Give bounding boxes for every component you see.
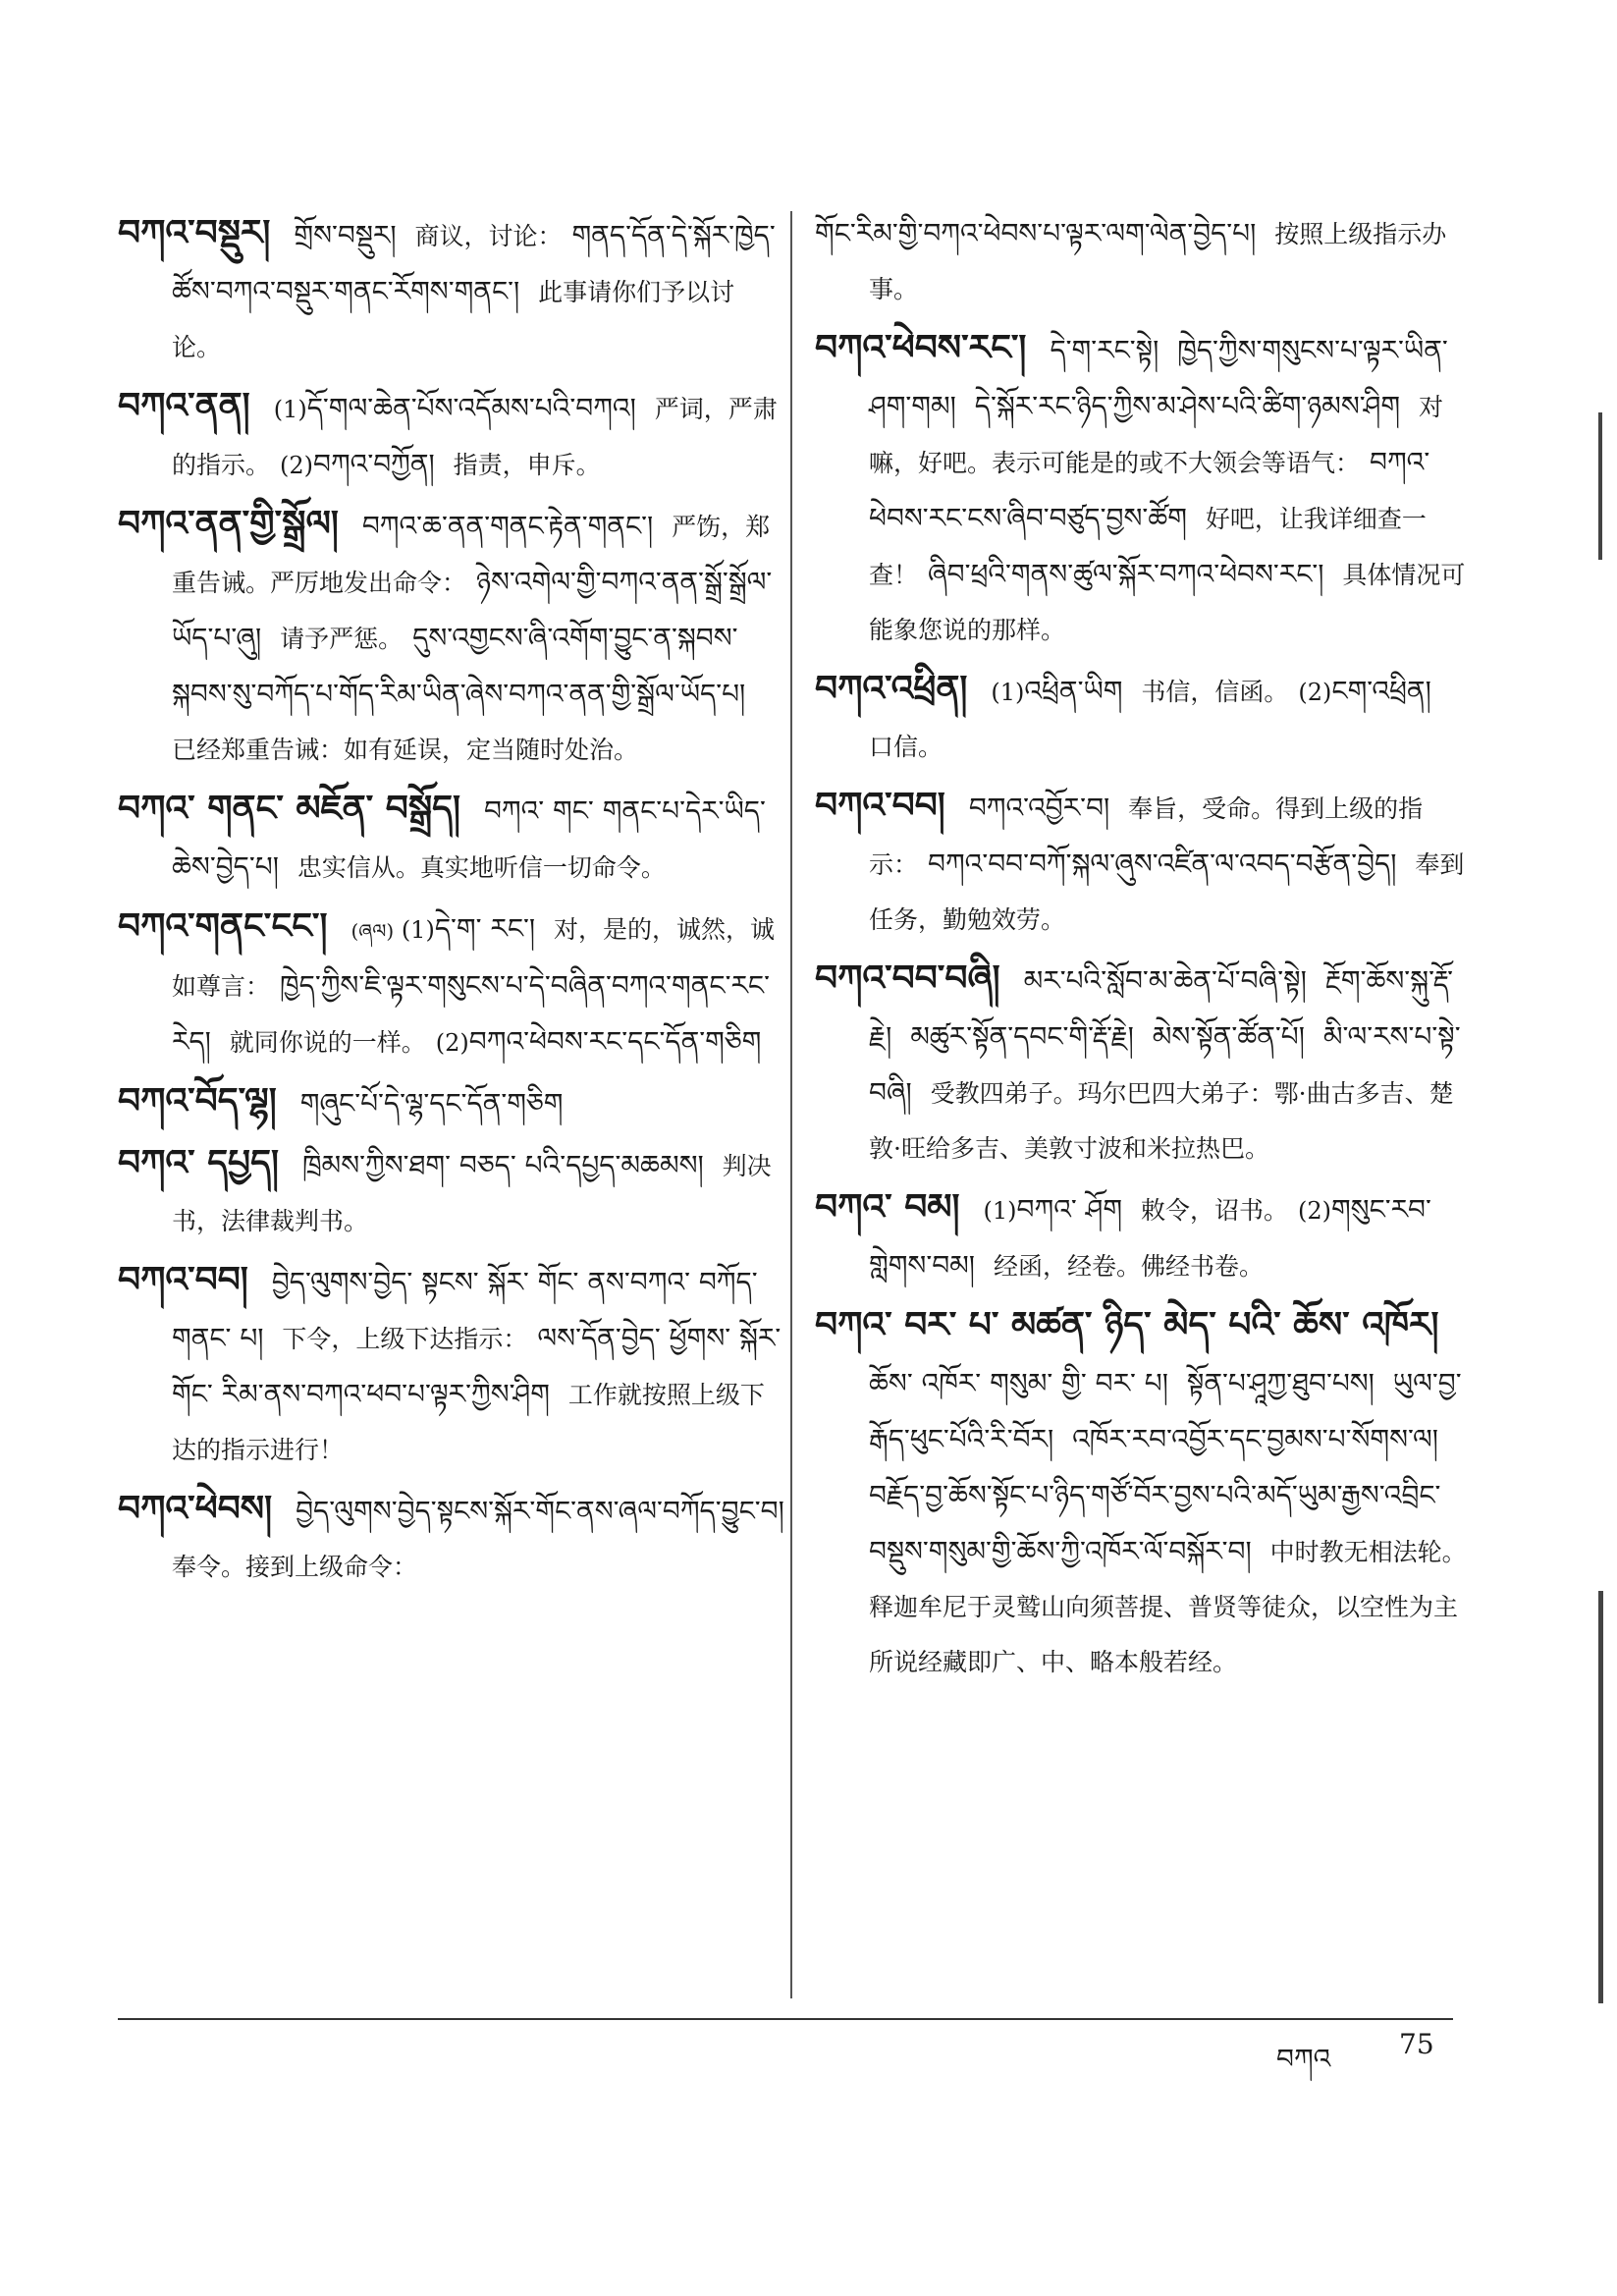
tibetan-text: མར་པའི་སློབ་མ་ཆེན་པོ་བཞི་སྟེ། bbox=[1023, 964, 1316, 997]
chinese-definition: 口信。 bbox=[869, 733, 943, 761]
tibetan-text: མཚུར་སྟོན་དབང་གི་རྡོ་རྗེ། bbox=[910, 1020, 1143, 1053]
sense-number: (1) bbox=[991, 679, 1025, 706]
footer-rule bbox=[118, 2018, 1453, 2020]
chinese-definition: 请予严惩。 bbox=[280, 625, 404, 653]
scan-edge-mark bbox=[1598, 412, 1602, 560]
tibetan-text: གོང་རིམ་གྱི་བཀའ་ཕེབས་པ་ལྟར་ལག་ལེན་བྱེད་པ། bbox=[815, 217, 1266, 249]
tibetan-text: བཀའ་འབྱོར་བ། bbox=[968, 792, 1119, 824]
entry-headword: བཀའ་ནན་གྱི་སྒྲོལ། bbox=[118, 503, 339, 544]
dictionary-entry bbox=[815, 1298, 1473, 1690]
register-label: (ཞལ) bbox=[350, 919, 395, 943]
tibetan-text: ཡུལ་བྱ་རྒོད་ཕུང་པོའི་རི་བོར། bbox=[869, 1367, 1462, 1455]
column-divider bbox=[790, 211, 792, 1998]
sense-number: (1) bbox=[394, 916, 435, 944]
chinese-definition: 已经郑重告诫：如有延误，定当随时处治。 bbox=[172, 736, 639, 764]
entry-headword: བཀའ་ བམ། bbox=[815, 1186, 960, 1228]
entry-headword: བཀའ་གནང་ངང་། bbox=[118, 905, 328, 947]
sense-number: (2) bbox=[435, 1029, 469, 1057]
tibetan-text: བརྗོད་བྱ་ཆོས་སྟོང་པ་ཉིད་གཙོ་བོར་བྱས་པའི་མདོ་ཡུམ་རྒྱས་འབྲིང་བསྡུས་གསུམ་གྱི་ཆོས་ཀྱི་འཁོར་ལོ་བསྐོར་བ། bbox=[869, 1479, 1441, 1567]
dictionary-entry bbox=[815, 1180, 1473, 1294]
chinese-definition: 忠实信从。真实地听信一切命令。 bbox=[296, 853, 666, 882]
tibetan-text: དེ་སྐོར་རང་ཉིད་ཀྱིས་མ་ཤེས་པའི་ཚིག་ཉམས་ཤིག bbox=[974, 390, 1409, 422]
entry-headword: བཀའ་བབ་བཞི། bbox=[815, 957, 1000, 999]
running-footer-word: བཀའ bbox=[1276, 2043, 1331, 2075]
chinese-definition: 中时教无相法轮。释迦牟尼于灵鹫山向须菩提、普贤等徒众，以空性为主所说经藏即广、中、略本般若经。 bbox=[869, 1538, 1467, 1676]
scan-edge-mark bbox=[1598, 1591, 1603, 2003]
tibetan-text: བཀའ་ ཤོག bbox=[1016, 1193, 1131, 1226]
tibetan-text: བཀའ་བཀྱོན། bbox=[313, 448, 444, 480]
entry-headword: བཀའ་ དཔྱད། bbox=[118, 1142, 279, 1183]
tibetan-text: རྔོག་ཆོས་སྐུ་རྡོ་རྗེ། bbox=[869, 964, 1453, 1053]
tibetan-text: གསུང་རབ་གླེགས་བམ། bbox=[869, 1193, 1431, 1282]
tibetan-text: གྲོས་བསྡུར། bbox=[294, 219, 405, 251]
dictionary-entry bbox=[118, 900, 785, 1070]
dictionary-entry bbox=[815, 952, 1473, 1176]
tibetan-text: དེ་ག་རང་སྟེ། bbox=[1050, 334, 1168, 366]
dictionary-entry bbox=[118, 782, 785, 896]
tibetan-text: སྟོན་པ་ཤཱཀྱ་ཐུབ་པས། bbox=[1186, 1367, 1383, 1399]
chinese-definition: 商议，讨论： bbox=[414, 222, 563, 250]
dictionary-entry bbox=[815, 321, 1473, 658]
entry-headword: བཀའ་བསྡུར། bbox=[118, 212, 271, 253]
tibetan-text: བཀའ་བབ་བཀོ་སྐལ་ཞུས་འཛིན་ལ་འབད་བརྩོན་བྱེད། bbox=[928, 847, 1406, 880]
tibetan-text: ཉེས་འགེལ་གྱི་བཀའ་ནན་སྒྲོ་སྒྲོལ་ཡོད་པ་ཞུ། bbox=[172, 566, 773, 654]
dictionary-entry bbox=[118, 1253, 785, 1478]
chinese-definition: 奉到任务，勤勉效劳。 bbox=[869, 850, 1465, 934]
tibetan-text: འཕྲིན་ཡིག bbox=[1024, 675, 1132, 707]
dictionary-entry bbox=[118, 497, 785, 778]
tibetan-text: ཁྱེད་ཀྱིས་གསུངས་པ་ལྟར་ཡིན་ཤག་གམ། bbox=[869, 334, 1448, 422]
entry-headword: བཀའ་བོད་ལྷ། bbox=[118, 1080, 277, 1121]
chinese-definition: 对，是的，诚然，诚如尊言： bbox=[172, 915, 776, 1001]
sense-number: (2) bbox=[1297, 1197, 1331, 1225]
dictionary-entry bbox=[815, 779, 1473, 948]
chinese-definition: 具体情况可能象您说的那样。 bbox=[869, 561, 1466, 644]
dictionary-entry bbox=[118, 1136, 785, 1249]
sense-number: (1) bbox=[983, 1197, 1017, 1225]
tibetan-text: བཀའ་ཆ་ནན་གནང་རྟེན་གནང་། bbox=[361, 510, 663, 542]
chinese-definition: 就同你说的一样。 bbox=[229, 1028, 426, 1057]
tibetan-text: བཀའ་ཕེབས་རང་ངས་ཞིབ་བཙུད་བྱས་ཚོག bbox=[869, 446, 1430, 534]
chinese-definition: 指责，申斥。 bbox=[453, 451, 601, 479]
dictionary-entry bbox=[815, 662, 1473, 775]
tibetan-text: མེས་སྟོན་ཚོན་པོ། bbox=[1152, 1020, 1314, 1053]
dictionary-entry bbox=[118, 206, 785, 375]
page-number: 75 bbox=[1399, 2028, 1434, 2060]
sense-number: (2) bbox=[1298, 679, 1332, 706]
tibetan-text: བཀའ་ཕེབས་རང་དང་དོན་གཅིག bbox=[468, 1025, 762, 1058]
tibetan-text: དོ་གལ་ཆེན་པོས་འདོམས་པའི་བཀའ། bbox=[306, 392, 645, 424]
tibetan-text: ངག་འཕྲིན། bbox=[1331, 675, 1431, 707]
tibetan-text: མི་ལ་རས་པ་སྟེ་བཞི། bbox=[869, 1020, 1461, 1109]
entry-headword: བཀའ་ཕེབས་རང་། bbox=[815, 327, 1027, 368]
chinese-definition: 对嘛，好吧。表示可能是的或不大领会等语气： bbox=[869, 393, 1443, 477]
sense-number: (2) bbox=[280, 452, 314, 479]
dictionary-entry bbox=[118, 379, 785, 493]
tibetan-text: དུས་འགྱངས་ཞི་འགོག་བྱུང་ན་སྐབས་སྐབས་སུ་བཀོད་པ་གོད་རིམ་ཡིན་ཞེས་བཀའ་ནན་གྱི་སྒྲོལ་ཡོད་པ། bbox=[172, 622, 746, 710]
chinese-definition: 严词，严肃的指示。 bbox=[172, 395, 778, 479]
tibetan-text: ལས་དོན་བྱེད་ ཕྱོགས་ སྐོར་ གོང་ རིམ་ནས་བཀའ་ཕབ་པ་ལྟར་ཀྱིས་ཤིག bbox=[172, 1322, 782, 1410]
tibetan-text: ཞིབ་ཕྲའི་གནས་ཚུལ་སྐོར་བཀའ་ཕེབས་རང་། bbox=[928, 558, 1333, 590]
entry-headword: བཀའ་ བར་ པ་ མཚན་ ཉིད་ མེད་ པའི་ ཆོས་ འཁོར། bbox=[815, 1304, 1439, 1345]
entry-headword: བཀའ་ གནང་ མཇོན་ བསྒྲོད། bbox=[118, 788, 460, 829]
chinese-definition: 受教四弟子。玛尔巴四大弟子：鄂·曲古多吉、楚敦·旺给多吉、美敦寸波和米拉热巴。 bbox=[869, 1079, 1454, 1163]
chinese-definition: 按照上级指示办事。 bbox=[869, 220, 1447, 303]
right-column bbox=[815, 206, 1473, 1694]
entry-headword: བཀའ་བབ། bbox=[815, 785, 945, 826]
tibetan-text: འཁོར་རབ་འབྱོར་དང་བྱམས་པ་སོགས་ལ། bbox=[1072, 1423, 1438, 1455]
entry-headword: བཀའ་བབ། bbox=[118, 1259, 248, 1300]
chinese-definition: 判决书，法律裁判书。 bbox=[172, 1152, 772, 1235]
chinese-definition: 工作就按照上级下达的指示进行！ bbox=[172, 1381, 765, 1464]
tibetan-text: ཁྱེད་ཀྱིས་ཇི་ལྟར་གསུངས་པ་དེ་བཞིན་བཀའ་གནང་རང་རེད། bbox=[172, 969, 770, 1058]
tibetan-text: ཁྲིམས་ཀྱིས་ཐག་ བཅད་ པའི་དཔྱད་མཆམས། bbox=[301, 1149, 713, 1181]
tibetan-text: དེ་ག་ རང་། bbox=[434, 912, 544, 945]
chinese-definition: 书信，信函。 bbox=[1141, 678, 1289, 706]
tibetan-text: ཆོས་ འཁོར་ གསུམ་ གྱི་ བར་ པ། bbox=[869, 1367, 1177, 1399]
left-column bbox=[118, 206, 785, 1599]
dictionary-entry bbox=[815, 206, 1473, 317]
entry-headword: བཀའ་འཕྲིན། bbox=[815, 668, 968, 709]
tibetan-text: གཞུང་པོ་དེ་ལྷ་དང་དོན་གཅིག bbox=[299, 1087, 564, 1120]
dictionary-entry bbox=[118, 1482, 785, 1595]
entry-headword: བཀའ་ནན། bbox=[118, 385, 250, 426]
tibetan-text: བྱེད་ལུགས་བྱེད་སྟངས་སྐོར་གོང་ནས་ཞལ་བཀོད་བྱུང་བ། bbox=[296, 1495, 784, 1527]
tibetan-text: གནད་དོན་དེ་སྐོར་ཁྱེད་ཚོས་བཀའ་བསྡུར་གནང་རོགས་གནང་། bbox=[172, 219, 776, 307]
chinese-definition: 奉旨，受命。得到上级的指示： bbox=[869, 794, 1424, 879]
chinese-definition: 经函，经卷。佛经书卷。 bbox=[993, 1252, 1264, 1281]
chinese-definition: 敕令，诏书。 bbox=[1140, 1196, 1288, 1225]
chinese-definition: 好吧，让我详细查一查！ bbox=[869, 505, 1427, 589]
chinese-definition: 下令，上级下达指示： bbox=[282, 1325, 528, 1353]
sense-number: (1) bbox=[273, 396, 307, 423]
chinese-definition: 严饬，郑重告诫。严厉地发出命令： bbox=[172, 513, 771, 597]
dictionary-entry bbox=[118, 1074, 785, 1132]
chinese-definition: 奉令。接到上级命令： bbox=[172, 1553, 418, 1581]
entry-headword: བཀའ་ཕེབས། bbox=[118, 1488, 273, 1529]
tibetan-text: བཀའ་ གང་ གནང་པ་དེར་ཡིད་ཆེས་བྱེད་པ། bbox=[172, 794, 766, 883]
tibetan-text: བྱེད་ལུགས་བྱེད་ སྟངས་ སྐོར་ གོང་ ནས་བཀའ་ བཀོད་ གནང་ པ། bbox=[172, 1266, 758, 1354]
chinese-definition: 此事请你们予以讨论。 bbox=[172, 278, 735, 361]
